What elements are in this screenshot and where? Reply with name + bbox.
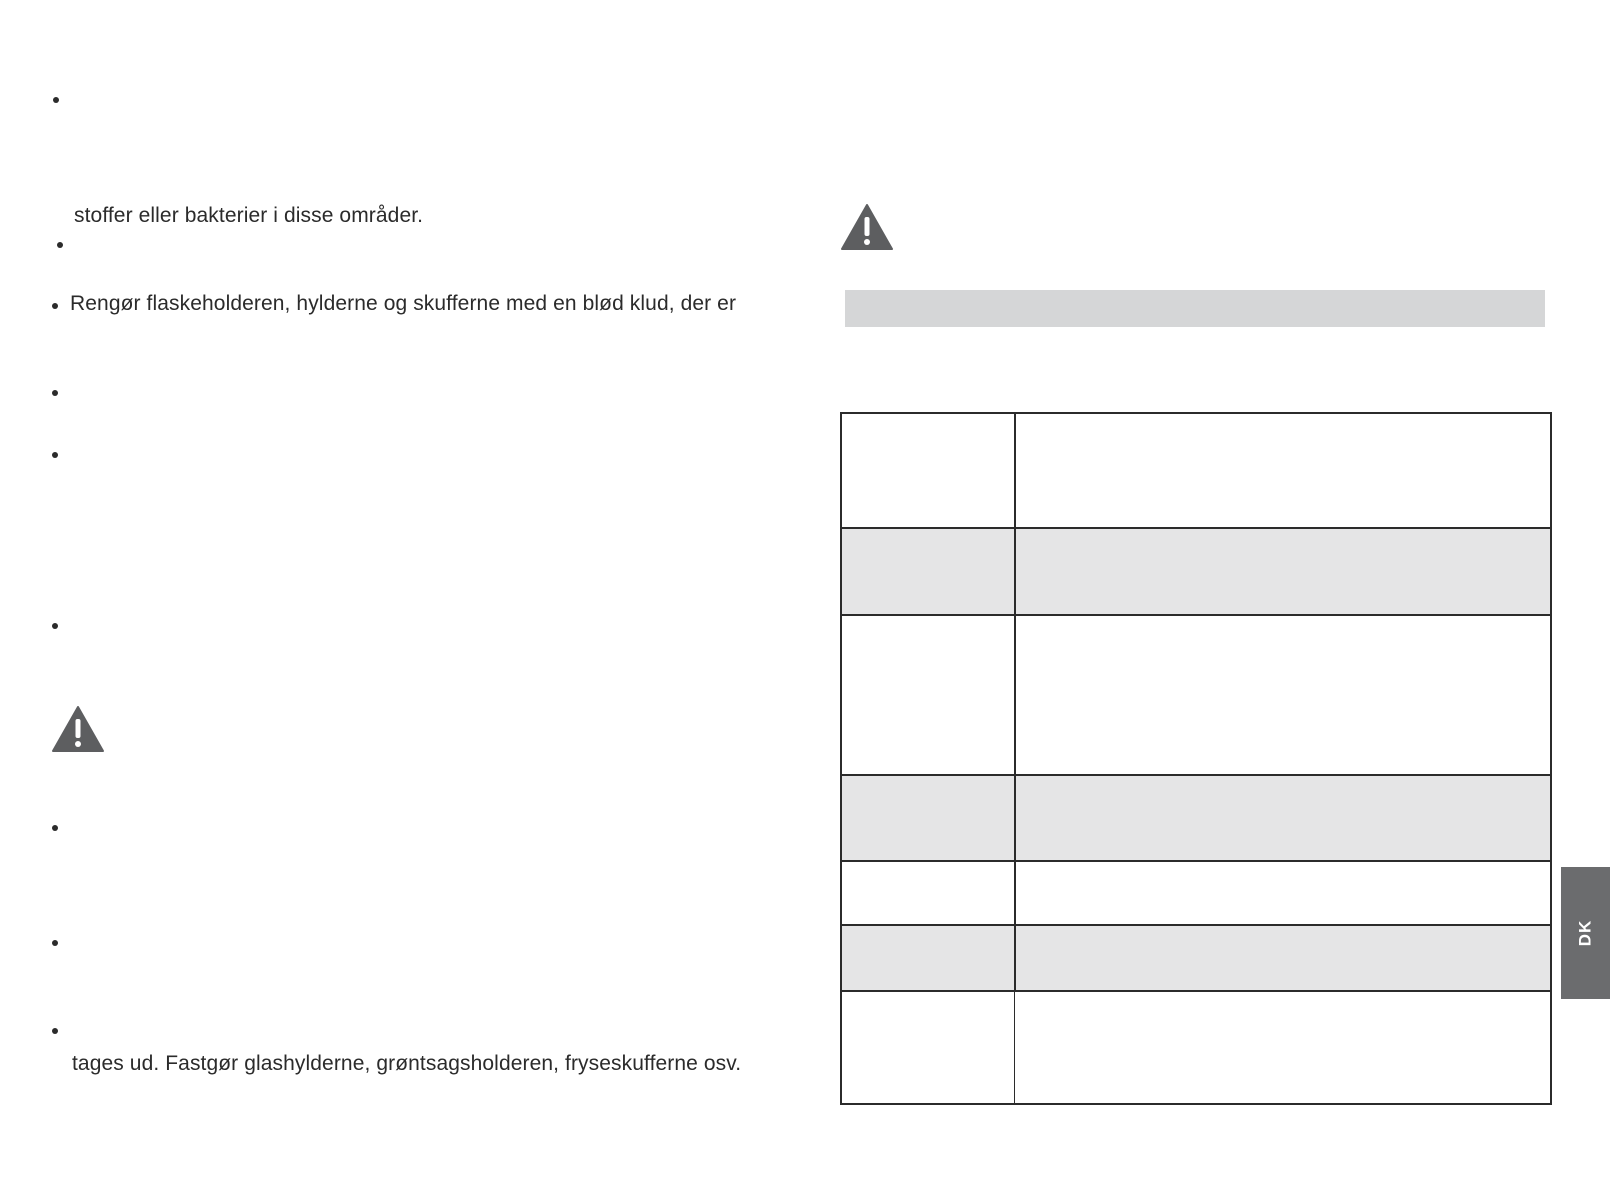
list-bullet bbox=[53, 97, 59, 103]
list-bullet bbox=[52, 452, 58, 458]
section-header-bar bbox=[845, 290, 1545, 327]
list-bullet bbox=[52, 623, 58, 629]
language-tab-label: DK bbox=[1575, 919, 1595, 947]
list-item-text: Rengør flaskeholderen, hylderne og skufferne med en blød klud, der er bbox=[70, 292, 737, 315]
list-item-text: tages ud. Fastgør glashylderne, grøntsagsholderen, fryseskufferne osv. bbox=[72, 1052, 742, 1075]
troubleshooting-table bbox=[840, 412, 1552, 1105]
language-tab bbox=[1561, 867, 1610, 999]
list-bullet bbox=[57, 242, 63, 248]
table-row bbox=[842, 924, 1550, 990]
table-row bbox=[842, 860, 1550, 924]
table-row bbox=[842, 990, 1550, 1103]
list-bullet bbox=[52, 825, 58, 831]
list-item-text: stoffer eller bakterier i disse områder. bbox=[74, 204, 424, 227]
table-row bbox=[842, 414, 1550, 527]
list-bullet bbox=[52, 303, 58, 309]
table-row bbox=[842, 774, 1550, 860]
table-row bbox=[842, 527, 1550, 614]
list-bullet bbox=[52, 940, 58, 946]
table-row bbox=[842, 614, 1550, 774]
list-bullet bbox=[52, 1028, 58, 1034]
warning-triangle-icon bbox=[840, 203, 894, 251]
warning-triangle-icon bbox=[51, 705, 105, 753]
list-bullet bbox=[52, 390, 58, 396]
